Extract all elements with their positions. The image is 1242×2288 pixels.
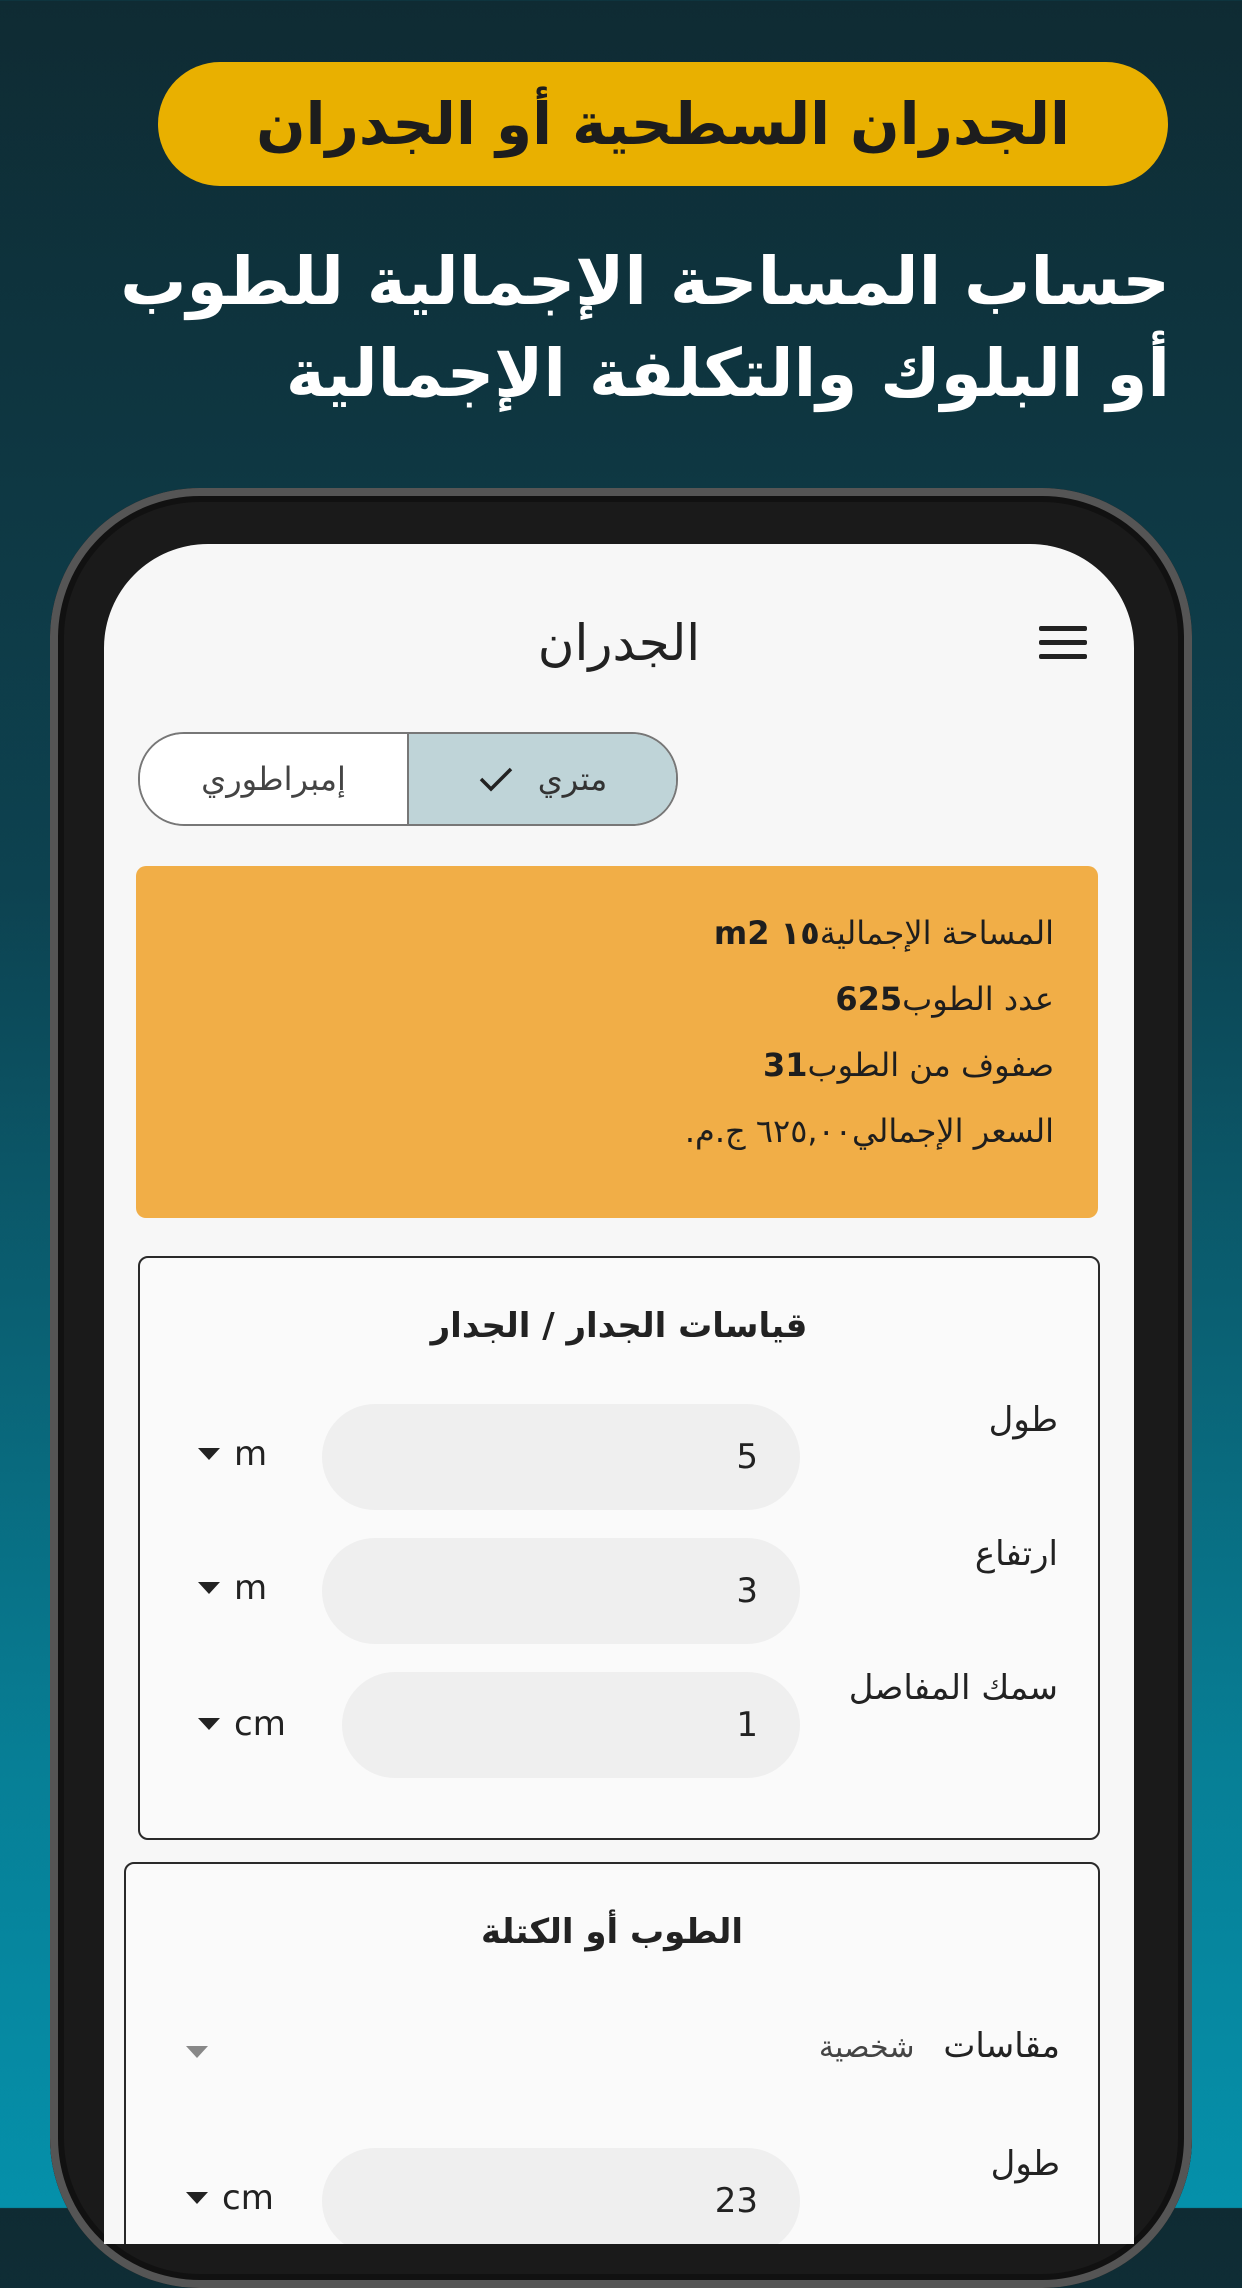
joint-thickness-input[interactable] [342,1672,800,1778]
length-input[interactable] [322,1404,800,1510]
brick-count-value: 625 [835,980,903,1018]
promo-headline [50,236,1170,420]
check-icon [478,765,514,793]
joint-unit-dropdown[interactable] [198,1704,286,1744]
height-label: ارتفاع [974,1534,1058,1574]
brick-length-value: 23 [714,2181,758,2221]
caret-down-icon [186,2192,208,2204]
joint-thickness-label: سمك المفاصل [848,1668,1058,1708]
brick-rows-value: 31 [763,1046,808,1084]
total-price-result [685,1112,1054,1150]
brick-count-label: عدد الطوب [902,980,1054,1018]
caret-down-icon [198,1448,220,1460]
brick-card-title: الطوب أو الكتلة [480,1912,744,1952]
total-price-value: ٦٢٥,٠٠ ج.م. [684,1112,852,1150]
length-label: طول [988,1400,1058,1440]
height-unit-dropdown[interactable] [198,1568,267,1608]
brick-rows-result [763,1046,1054,1084]
joint-unit: cm [234,1704,286,1744]
imperial-label: إمبراطوري [201,760,346,798]
metric-label: متري [537,760,608,798]
results-panel [136,866,1098,1218]
sizes-label: مقاسات [943,2026,1060,2066]
total-price-label: السعر الإجمالي [851,1112,1054,1150]
joint-thickness-value: 1 [736,1705,758,1745]
length-unit-dropdown[interactable] [198,1434,267,1474]
brick-length-unit-dropdown[interactable] [186,2178,274,2218]
headline-line-1: حساب المساحة الإجمالية للطوب [120,243,1170,320]
wall-card-title: قياسات الجدار / الجدار [430,1306,808,1346]
promo-banner [158,62,1168,186]
sizes-value: شخصية [818,2030,915,2065]
brick-length-label: طول [990,2144,1060,2184]
imperial-option[interactable] [140,734,409,824]
units-toggle [138,732,678,826]
caret-down-icon [186,2046,208,2058]
brick-length-input[interactable] [322,2148,800,2244]
metric-option[interactable] [409,734,676,824]
app-screen [104,544,1134,2244]
brick-sizes-selector[interactable] [819,2026,1060,2066]
total-area-label: المساحة الإجمالية [819,914,1054,952]
brick-length-unit: cm [222,2178,274,2218]
height-input[interactable] [322,1538,800,1644]
caret-down-icon [198,1718,220,1730]
menu-icon[interactable] [1039,626,1087,662]
height-unit: m [234,1568,268,1608]
length-value: 5 [736,1437,758,1477]
total-area-value: ١٥ m2 [713,914,820,952]
length-unit: m [234,1434,268,1474]
banner-text: الجدران السطحية أو الجدران [256,90,1070,158]
total-area-result [714,914,1054,952]
sizes-dropdown[interactable] [186,2046,208,2058]
brick-card [124,1862,1100,2244]
caret-down-icon [198,1582,220,1594]
wall-dimensions-card [138,1256,1100,1840]
page-title: الجدران [537,614,701,672]
brick-count-result [835,980,1054,1018]
headline-line-2: أو البلوك والتكلفة الإجمالية [285,335,1170,412]
brick-rows-label: صفوف من الطوب [807,1046,1054,1084]
height-value: 3 [736,1571,758,1611]
